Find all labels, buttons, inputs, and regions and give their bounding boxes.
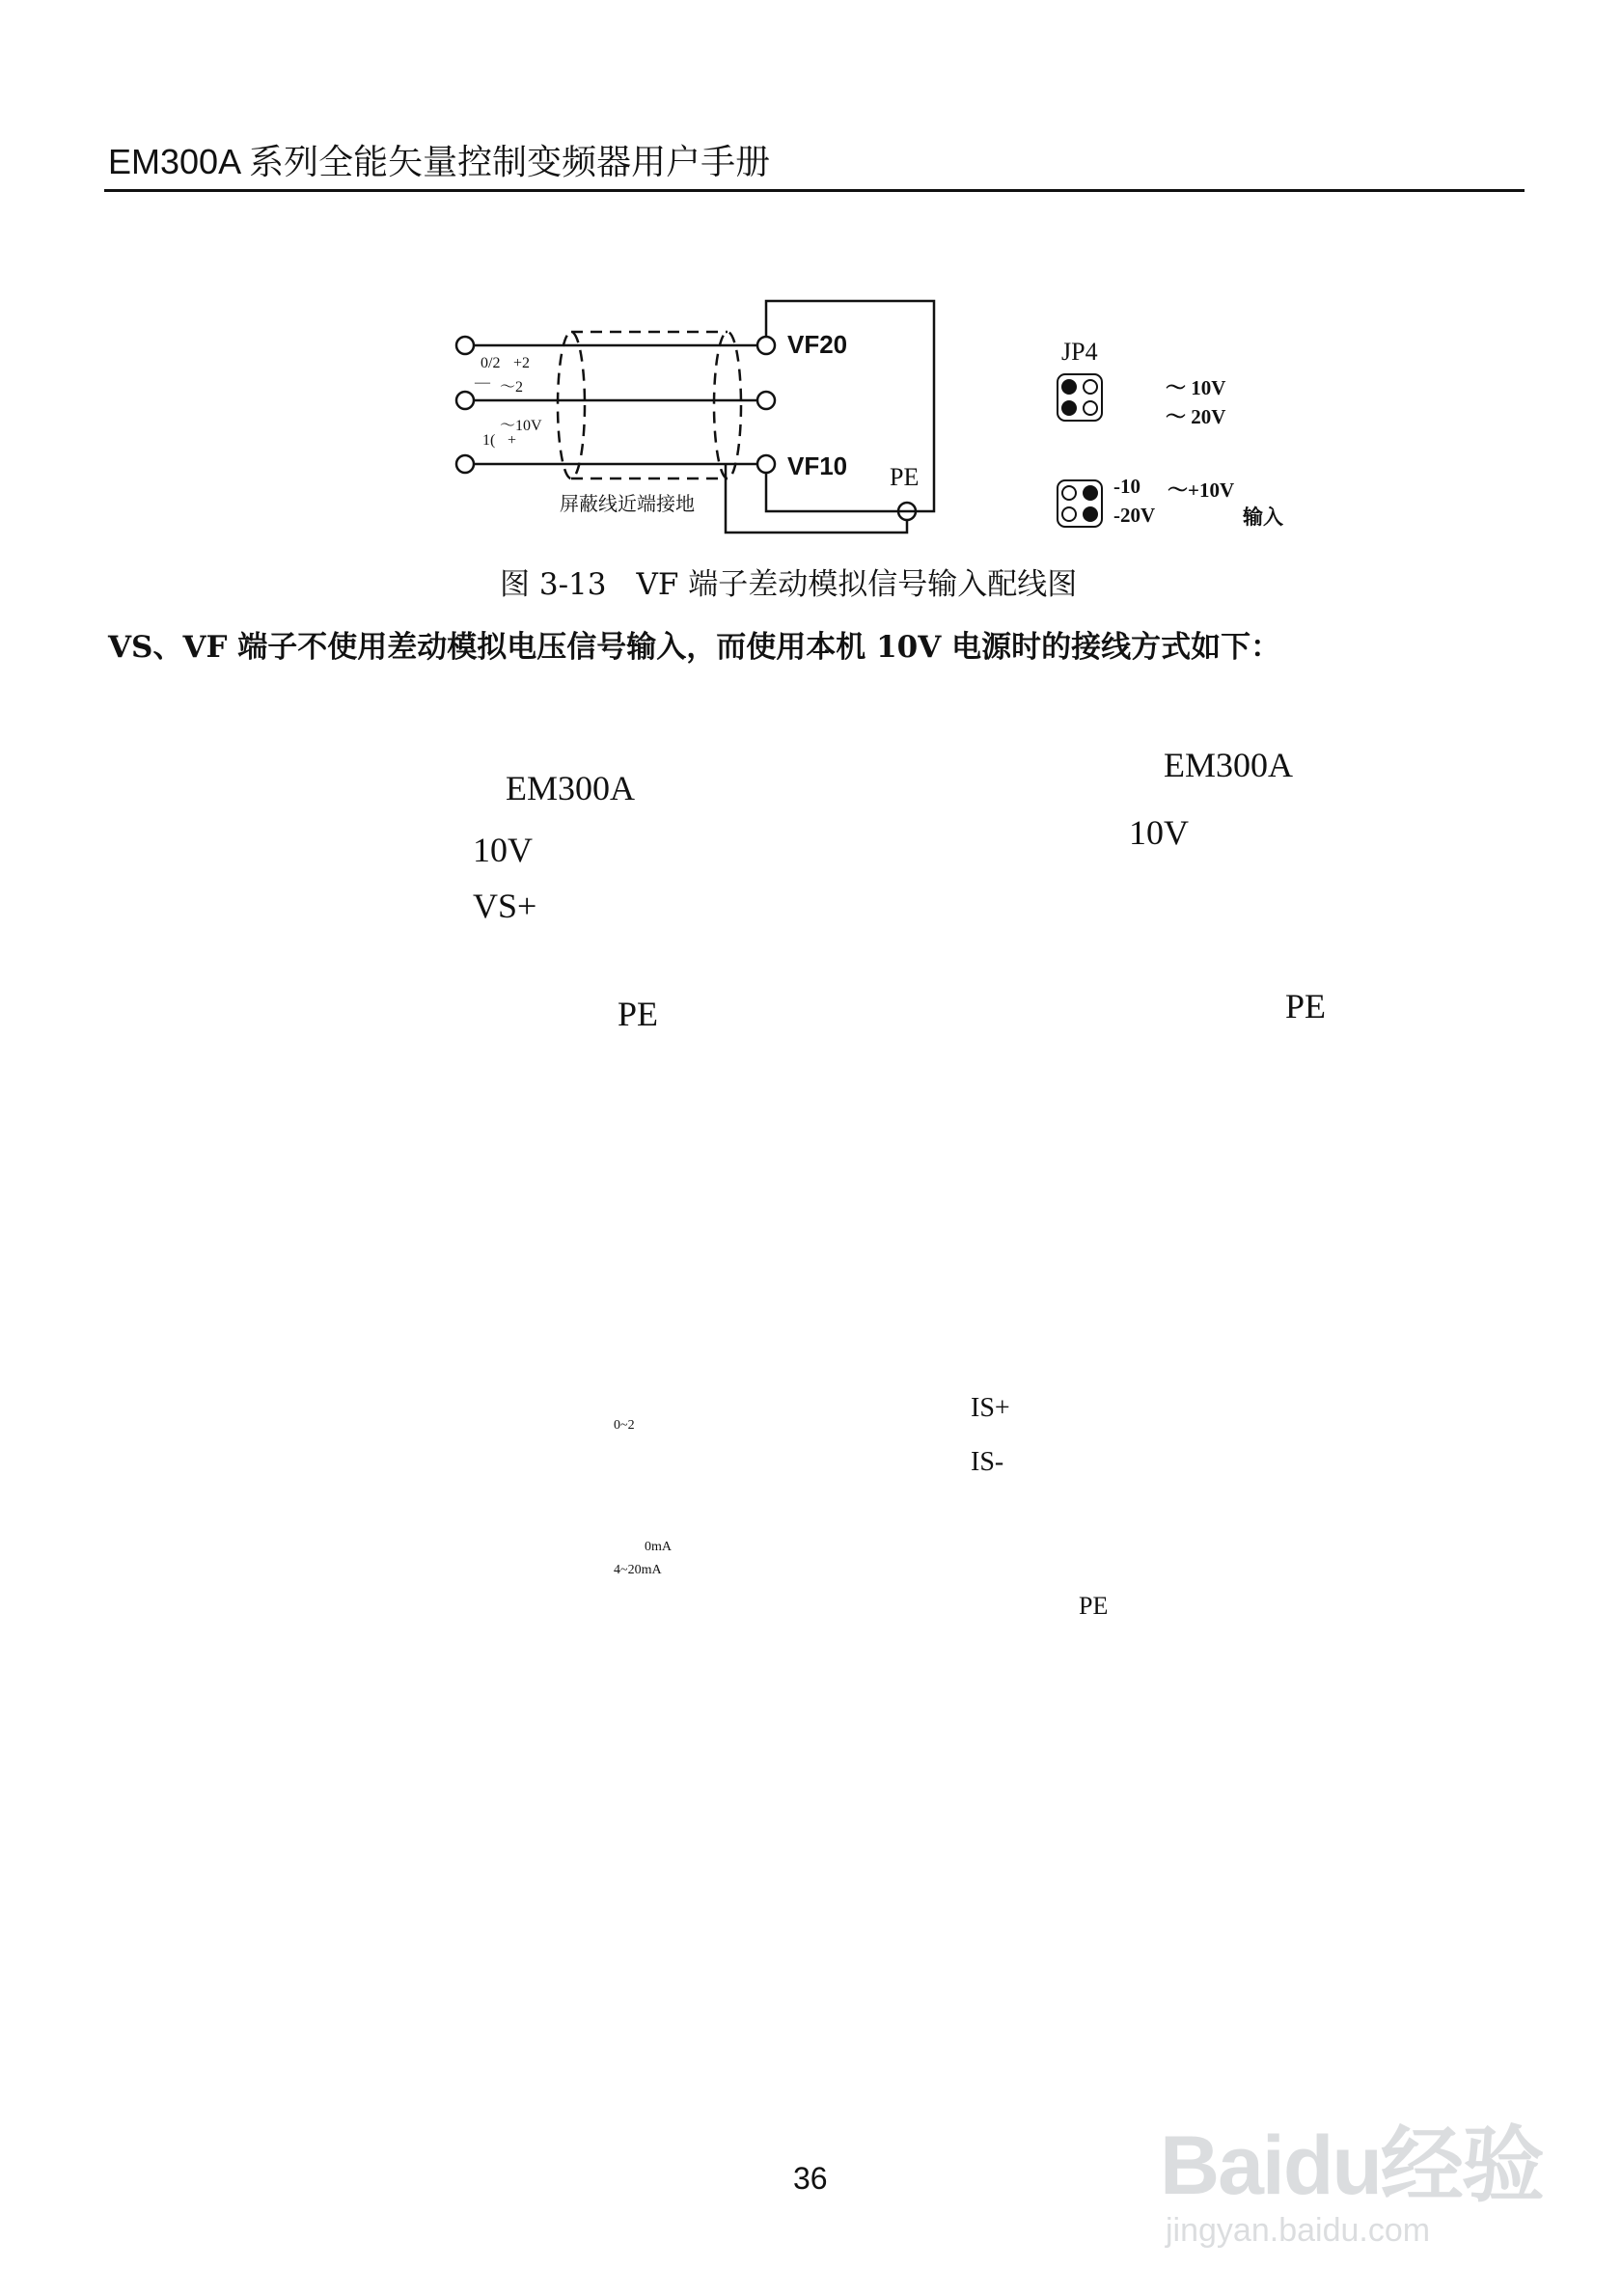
source-label-bottom-b: + [508, 432, 517, 449]
jumper-option1-a: ～ 10V [1166, 376, 1226, 399]
right-10v-label: 10V [1129, 813, 1189, 852]
current-source-label-2: 0mA [645, 1540, 672, 1554]
left-pe-label: PE [618, 995, 659, 1033]
left-model-label: EM300A [506, 769, 635, 807]
figure-caption: 图 3-13 VF 端子差动模拟信号输入配线图 [500, 567, 1078, 602]
left-10v-label: 10V [473, 831, 533, 869]
current-source-label-1: 0~2 [614, 1418, 635, 1433]
jumper-option2-d: 输入 [1243, 505, 1283, 529]
source-label-mid: ～10V [500, 418, 542, 434]
is-plus-label: IS+ [971, 1393, 1010, 1423]
jumper-option1-b: ～ 20V [1166, 405, 1226, 428]
page-number: 36 [793, 2161, 828, 2196]
source-label-top-c: — [475, 374, 490, 391]
watermark-logo: Baidu经验 [1160, 2119, 1543, 2212]
is-minus-label: IS- [971, 1447, 1004, 1477]
right-pe-label: PE [1285, 987, 1327, 1025]
body-paragraph: VS、VF 端子不使用差动模拟电压信号输入，而使用本机 10V 电源时的接线方式如下： [108, 630, 1281, 665]
page-header-title: EM300A 系列全能矢量控制变频器用户手册 [108, 142, 771, 181]
terminal-vf10: VF10 [787, 451, 848, 480]
source-label-top-a: 0/2 [481, 355, 501, 371]
terminal-vf20: VF20 [787, 330, 848, 359]
terminal-pe: PE [890, 463, 920, 491]
watermark-url: jingyan.baidu.com [1166, 2212, 1431, 2249]
jumper-option2-c: -20V [1113, 504, 1156, 527]
vf-differential-wiring-diagram [0, 0, 1621, 598]
shield-ground-label: 屏蔽线近端接地 [560, 492, 695, 515]
source-label-top-b: +2 [513, 355, 531, 371]
right-model-label: EM300A [1164, 746, 1293, 784]
baidu-watermark [1148, 2098, 1553, 2253]
jumper-jp4-label: JP4 [1061, 338, 1098, 366]
current-source-label-3: 4~20mA [614, 1563, 662, 1577]
jumper-option2-a: -10 [1113, 475, 1140, 498]
jumper-option2-b: ～+10V [1168, 478, 1235, 502]
current-pe-label: PE [1079, 1592, 1109, 1620]
source-label-top-d: ～2 [500, 379, 524, 396]
left-vs-plus-label: VS+ [473, 887, 537, 925]
source-label-bottom-a: 1( [482, 432, 496, 449]
